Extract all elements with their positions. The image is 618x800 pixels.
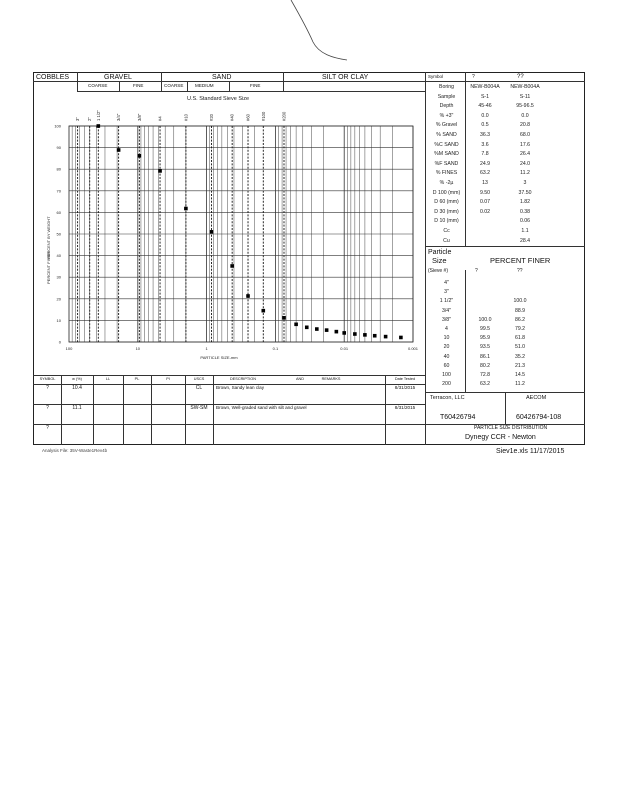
info-row-value-b: S-11 <box>519 93 531 100</box>
data-point <box>210 230 214 234</box>
info-row-value-a: 0.02 <box>479 208 491 215</box>
sieve-label: #40 <box>229 114 235 121</box>
table-col-header: DESCRIPTION <box>230 377 256 381</box>
row-date: 8/31/2015 <box>394 385 416 390</box>
data-point <box>138 154 142 158</box>
sand-fine-label: FINE <box>250 83 261 88</box>
row-description: Brown, Well-graded sand with silt and gravel <box>216 405 307 410</box>
sieve-label: #200 <box>281 111 287 121</box>
symbol-a: ? <box>472 74 475 80</box>
info-row-value-a: S-1 <box>480 93 490 100</box>
table-col-header: AND <box>295 377 305 381</box>
data-point <box>282 316 286 320</box>
data-point <box>353 332 357 336</box>
x-tick-label: 100 <box>65 346 73 351</box>
gradation-chart <box>33 91 425 375</box>
y-tick-label: 40 <box>56 253 61 259</box>
sieve-label: #60 <box>245 114 251 121</box>
row-moisture: 10.4 <box>72 385 82 391</box>
row-moisture: 11.1 <box>72 405 82 411</box>
row-symbol: ? <box>46 425 49 431</box>
pf-value-b: 100.0 <box>513 298 527 305</box>
pf-sieve: 20 <box>443 344 450 351</box>
sand-coarse-label: COARSE <box>164 83 184 88</box>
pf-sieve: 3/8" <box>441 316 452 323</box>
info-row-label: %C SAND <box>434 141 459 148</box>
info-row-value-a: NEW-B004A <box>470 84 500 90</box>
table-col-header: SYMBOL <box>39 377 56 381</box>
info-row-label: D 10 (mm) <box>434 218 459 225</box>
pf-sieve: 3" <box>444 289 449 296</box>
percent-finer-title: PERCENT FINER <box>490 256 551 265</box>
info-row-label: Cc <box>443 228 450 234</box>
pf-symbol-a: ? <box>475 268 478 274</box>
axis-ticks <box>54 124 418 352</box>
info-row-value-b: 0.38 <box>519 208 531 215</box>
pf-value-a: 72.8 <box>479 372 491 378</box>
sieve-label: #10 <box>183 114 189 121</box>
gravel-label: GRAVEL <box>104 74 132 81</box>
info-row-value-a: 3.6 <box>481 141 489 148</box>
sieve-label: #100 <box>260 111 266 121</box>
y-tick-label: 90 <box>56 145 61 151</box>
scan-artifact-curve <box>285 0 355 62</box>
y-tick-label: 60 <box>56 209 61 215</box>
info-divider <box>425 81 585 82</box>
pf-value-a: 63.2 <box>479 381 491 388</box>
pf-value-b: 86.2 <box>514 316 526 323</box>
distribution-title: PARTICLE SIZE DISTRIBUTION <box>474 425 548 431</box>
sieve-header: (Sieve #) <box>428 268 449 274</box>
cobbles-label: COBBLES <box>36 74 70 81</box>
chart-title: U.S. Standard Sieve Size <box>186 96 250 102</box>
pf-value-b: 61.8 <box>514 335 526 342</box>
y-tick-label: 20 <box>56 296 61 302</box>
y-tick-label: 70 <box>56 188 61 194</box>
info-row-value-b: 3 <box>523 180 527 186</box>
sieve-label: 1 1/2" <box>95 110 101 121</box>
y-tick-label: 10 <box>56 317 61 323</box>
info-row-value-b: 1.82 <box>519 199 531 206</box>
pf-value-b: 35.2 <box>514 353 526 360</box>
info-row-value-b: 37.50 <box>518 189 532 196</box>
info-row-label: Boring <box>439 84 454 90</box>
info-row-value-b: 20.8 <box>519 122 531 129</box>
particle-title: Particle <box>428 249 452 256</box>
info-row-label: D 100 (mm) <box>432 189 461 196</box>
company-name: Terracon, LLC <box>430 395 465 401</box>
x-tick-label: 0.001 <box>407 346 419 351</box>
info-row-value-a: 9.50 <box>479 189 491 196</box>
table-col-header: Date Tested <box>394 377 416 381</box>
pf-sieve: 100 <box>442 372 451 378</box>
info-row-value-a: 13 <box>482 180 488 186</box>
info-row-value-b: 68.0 <box>519 132 531 138</box>
y-tick-label: 0 <box>58 339 61 345</box>
pf-value-b: 51.0 <box>514 344 526 351</box>
info-row-value-b: 95-96.5 <box>516 103 534 110</box>
info-row-label: % Gravel <box>435 122 458 129</box>
symbol-label: Symbol <box>428 74 444 79</box>
gravel-coarse-label: COARSE <box>88 83 108 88</box>
sieve-label: #20 <box>208 114 214 121</box>
pf-sieve: 1 1/2" <box>439 298 454 305</box>
info-row-value-a: 0.07 <box>479 199 491 206</box>
y-tick-label: 100 <box>54 123 61 129</box>
data-point <box>97 124 101 128</box>
info-row-value-a: 0.0 <box>481 112 489 119</box>
pf-sieve: 4 <box>445 326 448 332</box>
info-row-value-a: 0.5 <box>481 122 489 129</box>
row-symbol: ? <box>46 385 49 391</box>
info-row-value-b: 1.1 <box>521 228 529 234</box>
data-point <box>335 330 339 334</box>
symbol-b: ?? <box>517 74 524 80</box>
info-row-label: % SAND <box>436 132 457 138</box>
data-point <box>158 169 162 173</box>
info-row-value-b: 17.6 <box>519 141 531 148</box>
sieve-label: 3/8" <box>136 113 142 121</box>
pf-value-a: 86.1 <box>479 353 491 360</box>
row-description: Brown, Sandy lean clay <box>216 385 265 390</box>
data-point <box>117 148 121 152</box>
pf-sieve: 4" <box>444 280 449 286</box>
pf-value-a: 100.0 <box>478 316 492 323</box>
info-row-label: %M SAND <box>434 151 459 158</box>
table-col-header: w (%) <box>72 377 82 381</box>
x-tick-label: 1 <box>205 346 208 351</box>
silt-clay-label: SILT OR CLAY <box>322 74 369 81</box>
row-symbol: ? <box>46 405 49 411</box>
row-uscs: CL <box>195 385 203 391</box>
pf-value-a: 93.5 <box>479 344 491 351</box>
data-point <box>261 309 265 313</box>
info-row-value-b: 11.2 <box>520 170 530 177</box>
info-row-label: Depth <box>439 103 454 110</box>
client-name: AECOM <box>526 395 547 401</box>
sand-medium-label: MEDIUM <box>195 83 214 88</box>
y-tick-label: 30 <box>56 274 61 280</box>
pf-value-b: 14.5 <box>514 372 526 378</box>
data-point <box>384 335 388 339</box>
y-tick-label: 50 <box>56 231 61 237</box>
pf-sieve: 10 <box>443 335 450 342</box>
project-number-left: T60426794 <box>440 414 476 421</box>
x-tick-label: 0.1 <box>272 346 279 351</box>
data-point <box>399 336 403 340</box>
pf-value-b: 11.2 <box>515 381 525 388</box>
site-name: Dynegy CCR - Newton <box>465 434 536 441</box>
info-row-value-b: 26.4 <box>519 151 531 158</box>
pf-symbol-b: ?? <box>517 268 523 274</box>
data-point <box>305 326 309 330</box>
x-tick-label: 10 <box>135 346 141 351</box>
pf-sieve: 200 <box>442 381 451 388</box>
chart-grid <box>69 126 413 342</box>
info-row-value-b: 24.0 <box>519 160 531 167</box>
row-uscs: SW-SM <box>190 405 208 411</box>
info-row-value-b: NEW-B004A <box>510 84 540 90</box>
sieve-label: 2" <box>87 117 93 121</box>
table-col-header: PI <box>166 377 170 381</box>
data-series-points <box>97 124 403 339</box>
info-row-value-b: 28.4 <box>519 237 531 244</box>
data-point <box>230 264 234 268</box>
table-col-header: REMARKS <box>321 377 341 381</box>
data-point <box>373 334 377 338</box>
sieve-label: 3/4" <box>116 113 122 121</box>
info-row-value-a: 36.3 <box>479 132 491 138</box>
y-tick-label: 80 <box>56 166 61 172</box>
x-axis-label: PARTICLE SIZE-mm <box>200 355 238 360</box>
table-col-header: USCS <box>193 377 205 381</box>
analysis-file: Analysis File: 35V-Waste1Rev4b <box>42 448 108 453</box>
project-number-right: 60426794-108 <box>516 414 562 421</box>
data-point <box>363 333 367 337</box>
info-row-label: % +3" <box>439 112 454 119</box>
pf-value-a: 99.5 <box>479 326 491 332</box>
file-date: Siev1e.xls 11/17/2015 <box>496 448 565 455</box>
info-row-value-a: 7.8 <box>481 151 489 158</box>
info-row-label: % -2µ <box>439 180 454 186</box>
pf-value-b: 88.9 <box>514 307 526 314</box>
data-point <box>184 207 188 211</box>
x-tick-label: 0.01 <box>340 346 349 351</box>
pf-sieve: 60 <box>443 362 450 369</box>
data-point <box>315 327 319 331</box>
sieve-label: 3" <box>75 117 81 121</box>
info-row-value-b: 0.06 <box>519 218 531 225</box>
row-date: 8/31/2015 <box>394 405 416 410</box>
data-point <box>246 294 250 298</box>
data-point <box>294 322 298 326</box>
info-row-label: D 30 (mm) <box>434 208 459 215</box>
sand-label: SAND <box>212 74 232 81</box>
info-row-label: D 60 (mm) <box>434 199 459 206</box>
data-point <box>325 328 329 332</box>
pf-value-a: 95.9 <box>479 335 491 342</box>
sieve-label: #4 <box>157 116 163 121</box>
info-row-value-a: 24.9 <box>479 160 491 167</box>
pf-sieve: 3/4" <box>441 307 452 314</box>
pf-sieve: 40 <box>443 353 450 360</box>
pf-value-b: 79.2 <box>514 326 526 332</box>
info-row-value-a: 45-46 <box>478 103 492 110</box>
info-row-value-a: 63.2 <box>479 170 491 177</box>
info-row-label: Cu <box>443 237 450 244</box>
table-col-header: PL <box>134 377 140 381</box>
gravel-fine-label: FINE <box>133 83 144 88</box>
y-axis-right-label: PERCENT BY WEIGHT <box>46 216 51 259</box>
y-axis-left-label: PERCENT FINER <box>46 251 51 284</box>
info-row-label: Sample <box>437 93 456 100</box>
info-row-label: %F SAND <box>434 160 459 167</box>
info-row-value-b: 0.0 <box>521 112 529 119</box>
pf-value-a: 80.2 <box>479 362 491 369</box>
info-row-label: % FINES <box>435 170 458 177</box>
table-col-header: LL <box>105 377 111 381</box>
data-point <box>342 331 346 335</box>
size-title: Size <box>432 256 447 265</box>
pf-value-b: 21.3 <box>514 362 526 369</box>
